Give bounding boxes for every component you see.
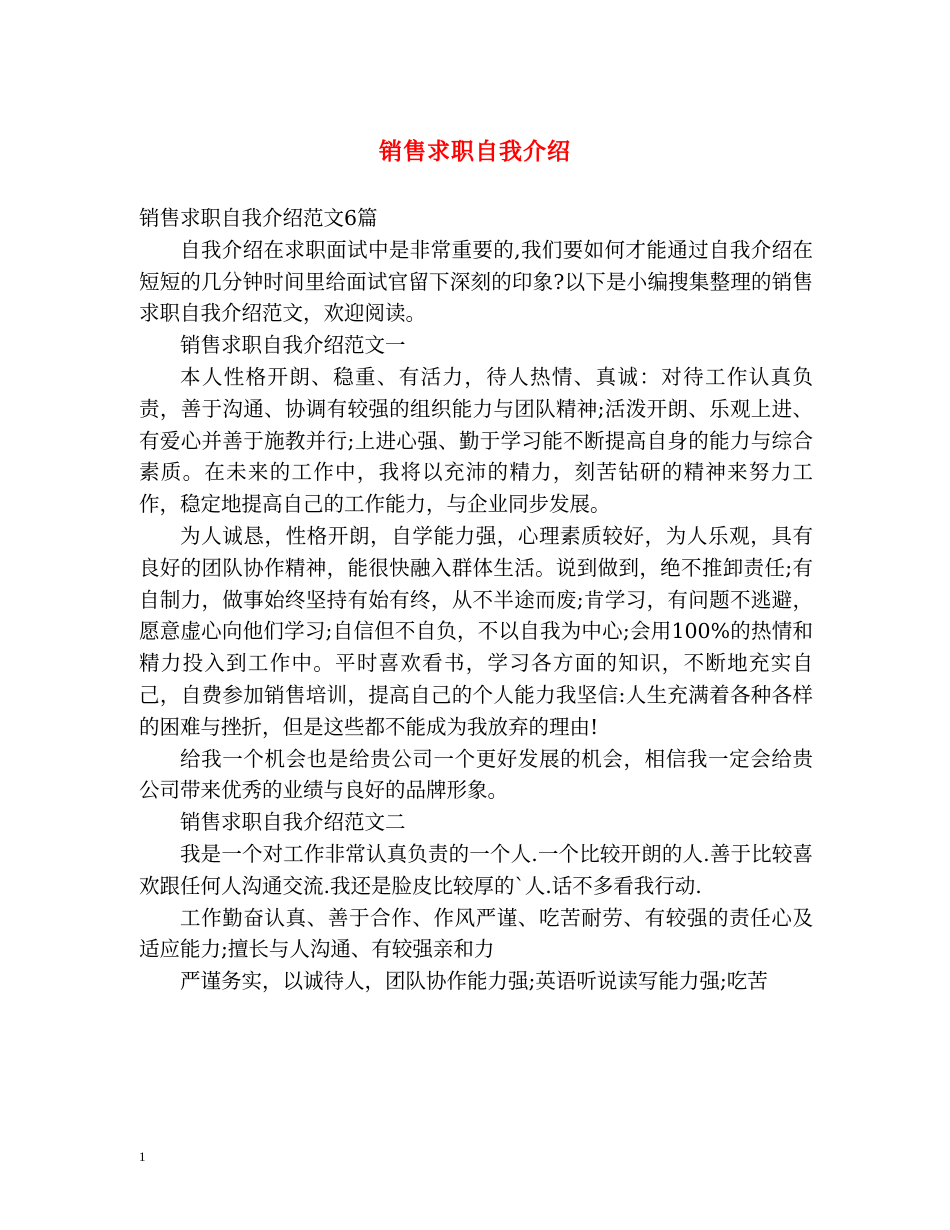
body-paragraph: 工作勤奋认真、善于合作、作风严谨、吃苦耐劳、有较强的责任心及适应能力;擅长与人沟通、有较强亲和力 [139,905,813,962]
body-paragraph: 为人诚恳，性格开朗，自学能力强，心理素质较好，为人乐观，具有良好的团队协作精神，能很快融入群体生活。说到做到，绝不推卸责任;有自制力，做事始终坚持有始有终，从不半途而废;肯学习，有问题不逃避，愿意虚心向他们学习;自信但不自负，不以自我为中心;会用100%的热情和精力投入到工作中。平时喜欢看书，学习各方面的知识，不断地充实自己，自费参加销售培训，提高自己的个人能力我坚信:人生充满着各种各样的困难与挫折，但是这些都不能成为我放弃的理由! [139,523,813,739]
section-heading-1: 销售求职自我介绍范文一 [180,333,406,358]
subtitle-paragraph: 销售求职自我介绍范文6篇 [139,206,378,230]
body-paragraph: 我是一个对工作非常认真负责的一个人.一个比较开朗的人.善于比较喜欢跟任何人沟通交流.我还是脸皮比较厚的`人.话不多看我行动. [139,841,813,898]
document-title: 销售求职自我介绍 [379,138,571,165]
body-paragraph: 给我一个机会也是给贵公司一个更好发展的机会，相信我一定会给贵公司带来优秀的业绩与良好的品牌形象。 [139,746,813,803]
document-body [139,203,813,998]
intro-paragraph: 自我介绍在求职面试中是非常重要的,我们要如何才能通过自我介绍在短短的几分钟时间里给面试官留下深刻的印象?以下是小编搜集整理的销售求职自我介绍范文，欢迎阅读。 [139,237,813,326]
page-number: 1 [139,1149,146,1164]
section-heading-2: 销售求职自我介绍范文二 [180,810,406,835]
body-paragraph: 本人性格开朗、稳重、有活力，待人热情、真诚：对待工作认真负责，善于沟通、协调有较强的组织能力与团队精神;活泼开朗、乐观上进、有爱心并善于施教并行;上进心强、勤于学习能不断提高自身的能力与综合素质。在未来的工作中，我将以充沛的精力，刻苦钻研的精神来努力工作，稳定地提高自己的工作能力，与企业同步发展。 [139,364,813,517]
body-paragraph: 严谨务实，以诚待人，团队协作能力强;英语听说读写能力强;吃苦 [180,969,768,994]
